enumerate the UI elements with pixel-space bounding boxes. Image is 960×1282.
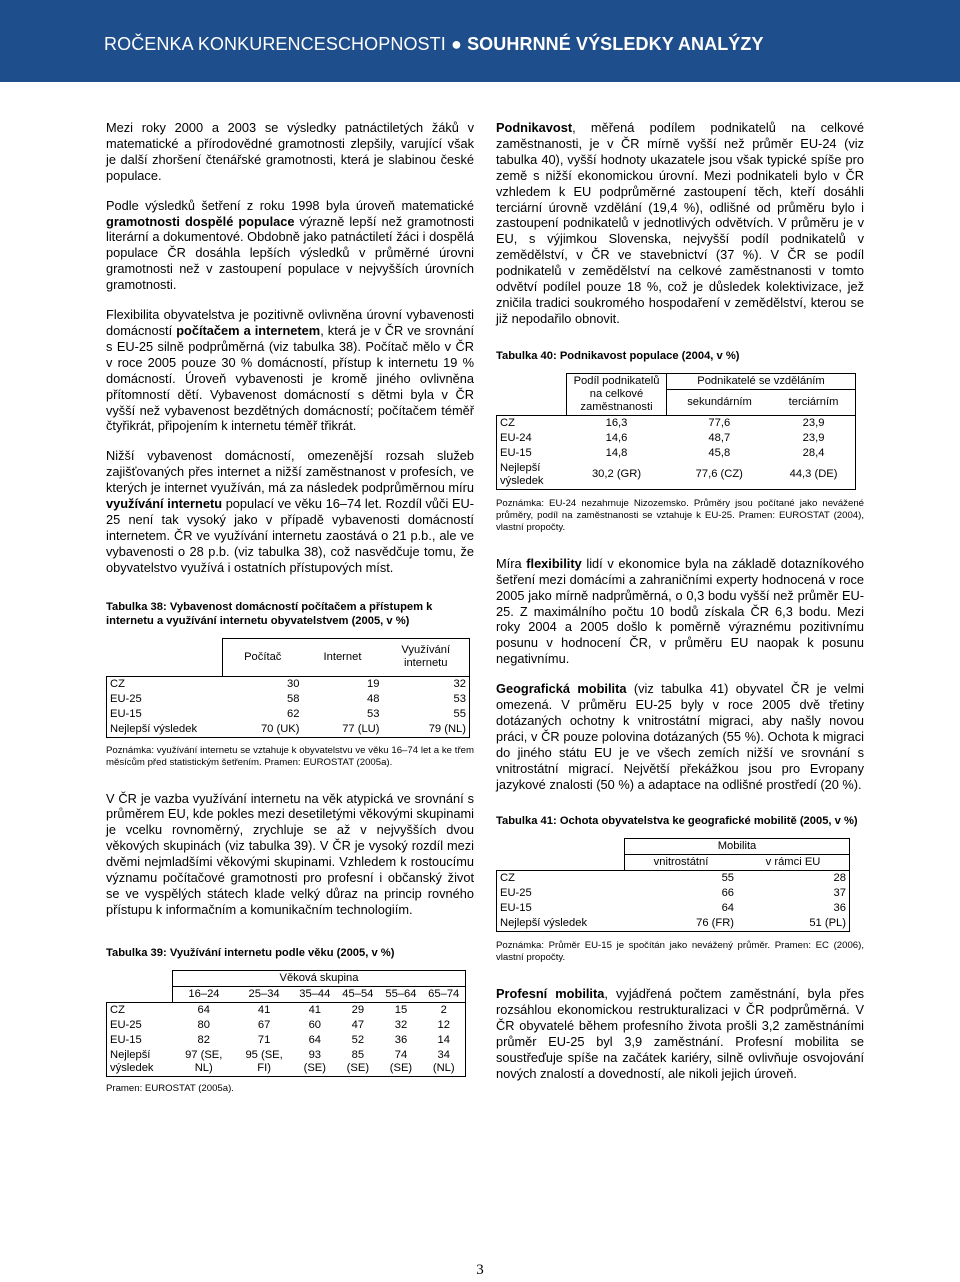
table-note: Poznámka: Průměr EU-15 je spočítán jako nevážený průměr. Pramen: EC (2006), vlastní propočty. xyxy=(496,940,864,964)
group-header: Podnikatelé se vzděláním xyxy=(667,373,856,389)
row-label: CZ xyxy=(497,415,567,431)
table-caption: Tabulka 41: Ochota obyvatelstva ke geografické mobilitě (2005, v %) xyxy=(496,815,858,828)
header-left: ROČENKA KONKURENCESCHOPNOSTI xyxy=(104,34,446,54)
left-column xyxy=(106,120,474,1095)
header-right: SOUHRNNÉ VÝSLEDKY ANALÝZY xyxy=(467,34,764,54)
row-label: CZ xyxy=(497,871,625,887)
column-header: Podíl podnikatelů na celkové zaměstnanosti xyxy=(567,373,667,415)
row-label: Nejlepší výsledek xyxy=(497,461,567,490)
column-header: vnitrostátní xyxy=(625,855,738,871)
header-banner xyxy=(0,0,960,82)
column-header: Využívání internetu xyxy=(383,638,470,676)
page-number: 3 xyxy=(476,1262,484,1278)
column-header: 55–64 xyxy=(379,986,422,1002)
row-label: EU-15 xyxy=(107,707,223,722)
column-header: 16–24 xyxy=(173,986,235,1002)
row-label: EU-15 xyxy=(497,901,625,916)
column-header: 65–74 xyxy=(422,986,465,1002)
paragraph: Flexibilita obyvatelstva je pozitivně ovlivněna úrovní vybavenosti domácností počítačem a internetem, která je v ČR ve srovnání s EU-25 silně podprůměrná (viz tabulka 38). Počítač mělo v ČR v roce 2005 pouze 30 % domácností, přístup k internetu 19 % domácností. Úroveň vybavenosti je kromě jiného ovlivněna přítomností dětí. Vybavenost domácností s dětmi byla v ČR vyšší než vybavenost bezdětných domácností; počítačem téměř čtyřikrát, připojením k internetu téměř třikrát. xyxy=(106,307,474,434)
table-note: Poznámka: EU-24 nezahrnuje Nizozemsko. Průměry jsou počítané jako nevážené průměry, podíl na zaměstnanosti se vztahuje k EU-25. Pramen: EUROSTAT (2004), vlastní propočty. xyxy=(496,497,864,533)
paragraph: Geografická mobilita (viz tabulka 41) obyvatel ČR je velmi omezená. V průměru EU-25 byly v roce 2005 dvě třetiny dotázaných ochotny k vnitrostátní migraci, aby našly novou práci, v ČR pouze polovina dotázaných (55 %). Ochota k migraci do jiného státu EU je ve všech zemích nižší ve srovnání s vnitrostátní migrací. Největší překážkou jsou pro Evropany jazykové znalosti (50 %) a adaptace na odlišné prostředí (20 %). xyxy=(496,681,864,792)
row-label: CZ xyxy=(107,1002,173,1018)
table-caption: Tabulka 40: Podnikavost populace (2004, v %) xyxy=(496,349,740,362)
column-header: 45–54 xyxy=(336,986,379,1002)
row-label: CZ xyxy=(107,676,223,692)
column-header: Internet xyxy=(303,638,383,676)
column-header: terciárním xyxy=(772,389,855,415)
row-label: EU-15 xyxy=(497,446,567,461)
paragraph: Míra flexibility lidí v ekonomice byla na základě dotazníkového šetření mezi domácími a zahraničními experty hodnocená v roce 2005 jako mírně nadprůměrná, o 0,3 bodu vyšší než průměr EU-25. Z maximálního počtu 10 bodů získala ČR 6,3 bodu. Mezi roky 2004 a 2005 došlo k poměrně výraznému pozitivnímu posunu v hodnocení ČR, v průměru EU naopak k posunu negativnímu. xyxy=(496,555,864,667)
row-label: Nejlepší výsledek xyxy=(497,916,625,932)
row-label: EU-25 xyxy=(107,692,223,707)
table-38: Počítač Internet Využívání internetu CZ 30 19 32 EU-25 58 48 53 EU-15 62 53 55 Nejlepší výsledek 70 (UK) 77 (LU) 79 (NL) xyxy=(106,638,470,738)
column-header: 25–34 xyxy=(235,986,293,1002)
table-41: Mobilita vnitrostátní v rámci EU CZ 55 28 EU-25 66 37 EU-15 64 36 Nejlepší výsledek 76 (FR) 51 (PL) xyxy=(496,838,850,932)
table-caption: Tabulka 39: Využívání internetu podle věku (2005, v %) xyxy=(106,946,395,959)
group-header: Mobilita xyxy=(625,839,850,855)
table-note: Poznámka: využívání internetu se vztahuje k obyvatelstvu ve věku 16–74 let a ke třem měsícům před statistickým šetřením. Pramen: EUROSTAT (2005a). xyxy=(106,744,474,768)
row-label: EU-24 xyxy=(497,431,567,446)
row-label: EU-25 xyxy=(107,1018,173,1033)
right-column xyxy=(496,120,864,1082)
header-separator: ● xyxy=(450,34,462,54)
row-label: Nejlepší výsledek xyxy=(107,1048,173,1077)
column-header: v rámci EU xyxy=(737,855,849,871)
table-40: Podíl podnikatelů na celkové zaměstnanosti Podnikatelé se vzděláním sekundárním terciárním CZ 16,3 77,6 23,9 EU-24 14,6 48,7 23,9 EU-15 14,8 45,8 28,4 Nejlepší výsledek 30,2 (GR) 77,6 (CZ) 44,3 (DE) xyxy=(496,373,856,490)
paragraph: Podle výsledků šetření z roku 1998 byla úroveň matematické gramotnosti dospělé populace výrazně lepší než gramotnosti literární a dokumentové. Obdobně jako patnáctiletí žáci i dospělá populace ČR dosáhla lepších výsledků v průměrné úrovni gramotnosti než v zastoupení populace v nejvyšších úrovních gramotnosti. xyxy=(106,197,474,293)
paragraph: Mezi roky 2000 a 2003 se výsledky patnáctiletých žáků v matematické a přírodovědné gramotnosti zlepšily, varující však je další zhoršení čtenářské gramotnosti, která je slabinou české populace. xyxy=(106,120,474,183)
group-header: Věková skupina xyxy=(173,970,466,986)
column-header: 35–44 xyxy=(293,986,336,1002)
column-header: sekundárním xyxy=(687,395,752,408)
table-note: Pramen: EUROSTAT (2005a). xyxy=(106,1082,234,1094)
column-header: Počítač xyxy=(223,638,303,676)
paragraph: Podnikavost, měřená podílem podnikatelů na celkové zaměstnanosti, je v ČR mírně vyšší než průměr EU-24 (viz tabulka 40), vyšší hodnoty ukazatele jsou však typické spíše pro země s nižší ekonomickou úrovní. Mezi podnikateli bylo v ČR vzhledem k EU podprůměrné zastoupení těch, kteří dosáhli terciární úrovně vzdělání (19,4 %), odlišné od průměru bylo i zastoupení podnikatelů v jednotlivých odvětvích. V průměru je v EU, s výjimkou Slovenska, nejvyšší podíl podnikatelů v zemědělství, v ČR ve stavebnictví (37 %). V ČR se podíl podnikatelů v zemědělství na celkové zaměstnanosti v tomto odvětví podílel pouze 18 %, což je důsledek kolektivizace, jež zničila tradici soukromého hospodaření v zemědělství, kterou se již nepodařilo obnovit. xyxy=(496,120,864,326)
running-header xyxy=(104,34,764,55)
table-39: Věková skupina 16–24 25–34 35–44 45–54 55–64 65–74 CZ 64 41 41 29 15 2 EU-25 80 67 60 47 32 12 EU-15 82 71 64 52 36 14 Nejlepší výsledek 97 (SE, NL) 95 (SE, FI) 93 (SE) 85 (SE) 74 (SE) 34 (NL) xyxy=(106,970,466,1077)
row-label: EU-15 xyxy=(107,1033,173,1048)
paragraph: Profesní mobilita, vyjádřená počtem zaměstnání, byla přes rozsáhlou ekonomickou restrukturalizaci v ČR podprůměrná. V ČR obyvatelé během profesního života prošli 3,2 zaměstnáními průměr EU-25 byl 3,9 zaměstnání. Profesní mobilita se soustřeďuje spíše na začátek kariéry, silně ovlivňuje osvojování nových znalostí a dovedností, ale nikoli jejich úroveň. xyxy=(496,986,864,1081)
row-label: Nejlepší výsledek xyxy=(107,722,223,738)
row-label: EU-25 xyxy=(497,886,625,901)
paragraph: Nižší vybavenost domácností, omezenější rozsah služeb zajišťovaných přes internet a nižší zaměstnanost v profesích, ve kterých je internet využíván, má za následek podprůměrnou míru využívání internetu populací ve věku 16–74 let. Rozdíl vůči EU-25 není tak vysoký jako v případě vybavenosti domácností internetem. ČR ve využívání internetu zaostává o 21 p.b., ale ve vybavenosti o 28 p.b. (viz tabulka 38), což nasvědčuje tomu, že obyvatelstvo využívá i ostatních přístupových míst. xyxy=(106,448,474,575)
table-caption: Tabulka 38: Vybavenost domácností počítačem a přístupem k internetu a využívání internetu obyvatelstvem (2005, v %) xyxy=(106,600,433,627)
paragraph: V ČR je vazba využívání internetu na věk atypická ve srovnání s průměrem EU, kde pokles mezi desetiletými věkovými skupinami je vcelku rovnoměrný, zrychluje se až v nejvyšších dvou věkových skupinách (viz tabulka 39). V ČR je vysoký rozdíl mezi dvěmi nejmladšími věkovými skupinami. Vzhledem k rostoucímu významu počítačové gramotnosti pro profesní i občanský život se ve vyspělých státech klade velký důraz na princip rovného přístupu k informačním a komunikačním technologiím. xyxy=(106,790,474,917)
